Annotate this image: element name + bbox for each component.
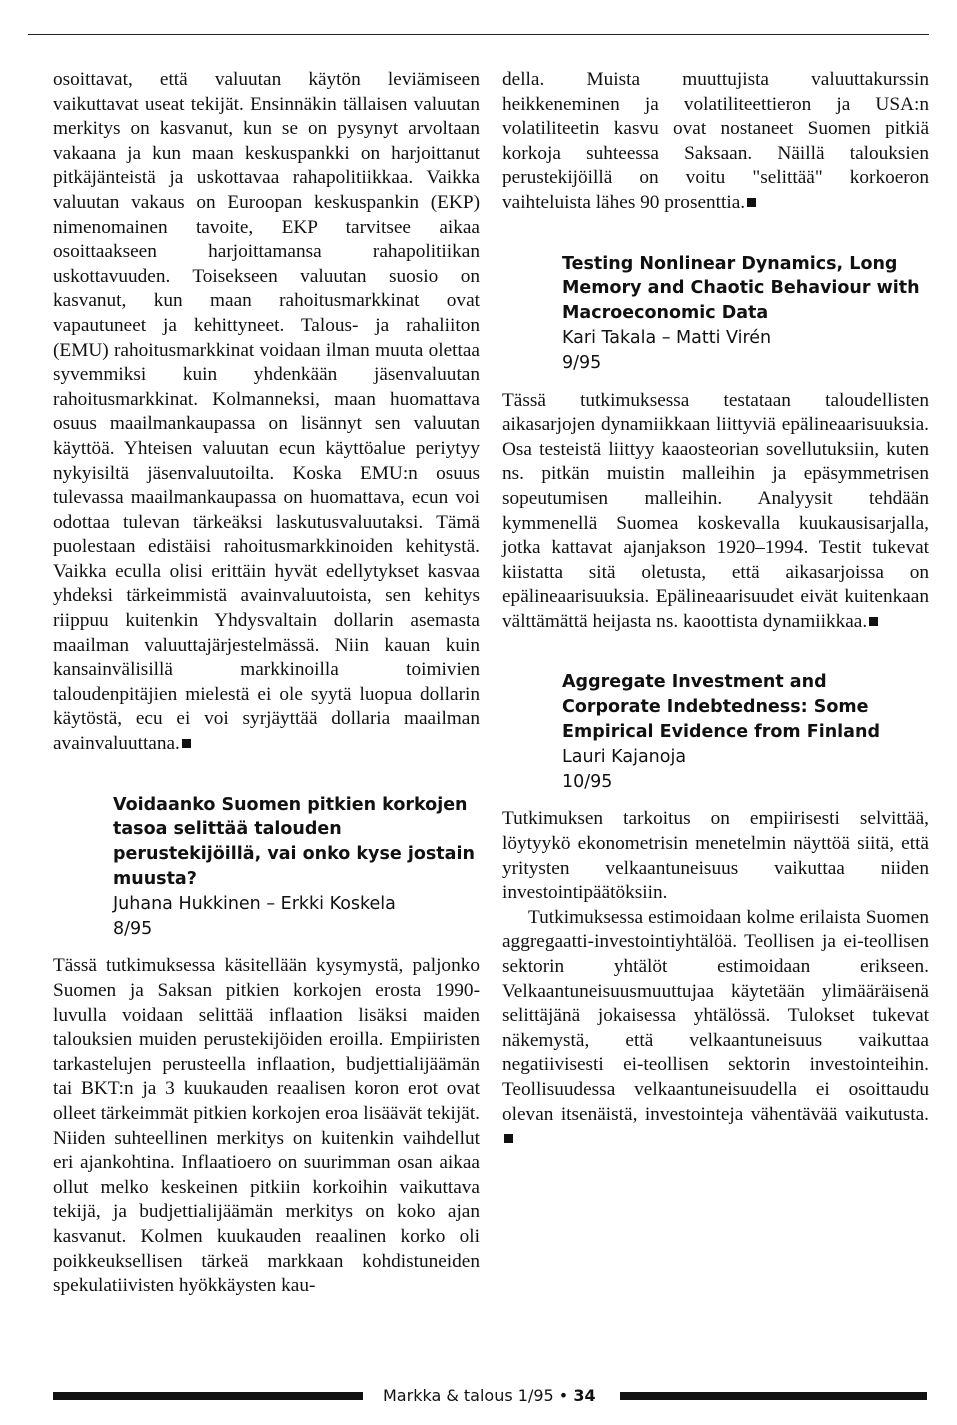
continued-paragraph: della. Muista muuttujista valuuttakurssin heikkeneminen ja volatiliteettieron ja USA:n volatiliteetin kasvu ovat nostaneet Suomen pitkiä korkoja suhteessa Saksaan. Näillä talouksien perustekijöillä on voitu "selittää" korkoeron vaihteluista lähes 90 prosenttia.	[502, 69, 929, 213]
article-body: Tässä tutkimuksessa käsitellään kysymystä, paljonko Suomen ja Saksan pitkien korkojen erosta 1990-luvulla voidaan selittää inflaation lisäksi maiden talouksien muiden perustekijöiden eroilla. Empiiristen tarkastelujen perusteella inflaation, budjettialijäämän tai BKT:n ja 3 kuukauden reaalisen koron erot ovat olleet tärkeimmät pitkien korkojen eroa lisäävät tekijät. Niiden suhteellinen merkitys on kuitenkin vaihdellut eri ajankohtina. Inflaatioero on suurimman osan aikaa ollut melko keskeinen pitkiin korkoihin vaikuttava tekijä, ja budjettialijäämän merkitys on koko ajan kasvanut. Kolmen kuukauden reaalinen korko oli poikkeuksellisen tärkeä markkaan kohdistuneiden spekulatiivisten hyökkäysten kau-	[53, 955, 480, 1297]
article-authors: Juhana Hukkinen – Erkki Koskela	[113, 893, 396, 914]
article-authors: Lauri Kajanoja	[562, 746, 687, 767]
article-heading	[113, 793, 480, 942]
intro-paragraph: osoittavat, että valuutan käytön leviämiseen vaikuttavat useat tekijät. Ensinnäkin tällaisen valuutan merkitys on kasvanut, kun se on pysynyt arvoltaan vakaana ja kun maan keskuspankki on harjoittanut pitkäjänteistä ja uskottavaa rahapolitiikkaa. Vaikka valuutan vakaus on Euroopan keskuspankin (EKP) nimenomainen tavoite, EKP tarvitsee aikaa osoittaakseen harjoittamansa rahapolitiikan uskottavuuden. Toisekseen valuutan suosio on kasvanut, kun maan rahoitusmarkkinat ovat vapautuneet ja kehittyneet. Talous- ja rahaliiton (EMU) rahoitusmarkkinat voidaan ilman muuta olettaa syvemmiksi kuin yhdenkään jäsenvaluutan rahoitusmarkkinat. Kolmanneksi, maan huomattava osuus maailmankaupassa on lisännyt sen valuutan käyttöä. Yhteisen valuutan ecun käyttöalue periytyy nykyisiltä jäsenvaluutoilta. Koska EMU:n osuus tulevassa maailmankaupassa on huomattava, ecun voi odottaa tulevan tärkeäksi laskutusvaluutaksi. Tämä puolestaan edistäisi rahoitusmarkkinoiden kehitystä. Vaikka eculla olisi erittäin hyvät edellytykset kasvaa yhdeksi tärkeimmistä avainvaluutoista, sen kehitys riippuu kuitenkin Yhdysvaltain dollarin asemasta maailman valuuttajärjestelmässä. Niin kauan kuin kansainvälisillä markkinoilla toimivien taloudenpitäjien mielestä ei ole syytä luopua dollarin käytöstä, ecu ei voi syrjäyttää dollaria maailman avainvaluuttana.	[53, 69, 480, 755]
footer-separator: •	[558, 1386, 569, 1405]
right-column	[502, 68, 929, 1152]
left-column	[53, 68, 480, 1299]
article-title: Voidaanko Suomen pitkien korkojen tasoa selittää talouden perustekijöillä, vai onko kyse jostain muusta?	[113, 794, 475, 890]
article-body: Tässä tutkimuksessa testataan taloudellisten aikasarjojen dynamiikkaan liittyviä epälineaarisuuksia. Osa testeistä liittyy kaaosteorian sovellutuksiin, kuten ns. pitkän muistin malleihin ja epäsymmetrisen sopeutumisen malleihin. Analyysit tehdään kymmenellä Suomea koskevalla kuukausisarjalla, jotka kattavat ajanjakson 1920–1994. Testit tukevat kiistatta sitä oletusta, että aikasarjoissa on epälineaarisuuksia. Epälineaarisuudet eivät kuitenkaan välttämättä heijasta ns. kaoottista dynamiikkaa.	[502, 389, 929, 632]
article-number: 9/95	[562, 352, 602, 373]
article-8-95	[53, 793, 480, 1299]
article-authors: Kari Takala – Matti Virén	[562, 327, 772, 348]
end-mark-icon	[869, 617, 878, 626]
article-title: Aggregate Investment and Corporate Indebtedness: Some Empirical Evidence from Finland	[562, 672, 880, 743]
end-mark-icon	[182, 739, 191, 748]
article-10-95	[502, 670, 929, 1151]
end-mark-icon	[504, 1134, 513, 1143]
article-body: Tutkimuksen tarkoitus on empiirisesti selvittää, löytyykö ekonometrisin menetelmin näyttöä siitä, että yritysten velkaantuneisuus vaikuttaa niiden investointipäätöksiin.	[502, 808, 929, 904]
article-number: 8/95	[113, 918, 153, 939]
top-rule	[28, 34, 929, 35]
page-number: 34	[573, 1386, 596, 1405]
article-number: 10/95	[562, 771, 613, 792]
article-title: Testing Nonlinear Dynamics, Long Memory and Chaotic Behaviour with Macroeconomic Data	[562, 253, 920, 324]
article-heading	[562, 252, 929, 376]
footer-bar-right	[620, 1392, 927, 1400]
publication-name: Markka & talous 1/95	[383, 1386, 554, 1405]
article-9-95	[502, 252, 929, 635]
end-mark-icon	[747, 198, 756, 207]
footer-text	[383, 1384, 596, 1408]
article-heading	[562, 670, 929, 794]
page-footer	[0, 1384, 957, 1410]
footer-bar-left	[53, 1392, 363, 1400]
article-body: Tutkimuksessa estimoidaan kolme erilaista Suomen aggregaatti-investointiyhtälöä. Teollisen ja ei-teollisen sektorin yhtälöt estimoidaan erikseen. Velkaantuneisuusmuuttujaa käytetään ylimääräisenä selittäjänä jokaisessa yhtälössä. Tulokset tukevat näkemystä, että velkaantuneisuus vaikuttaa negatiivisesti ei-teollisen sektorin investointeihin. Teollisuudessa velkaantuneisuudella ei osoittaudu olevan itsenäistä, investointeja vähentävää vaikutusta.	[502, 906, 929, 1152]
